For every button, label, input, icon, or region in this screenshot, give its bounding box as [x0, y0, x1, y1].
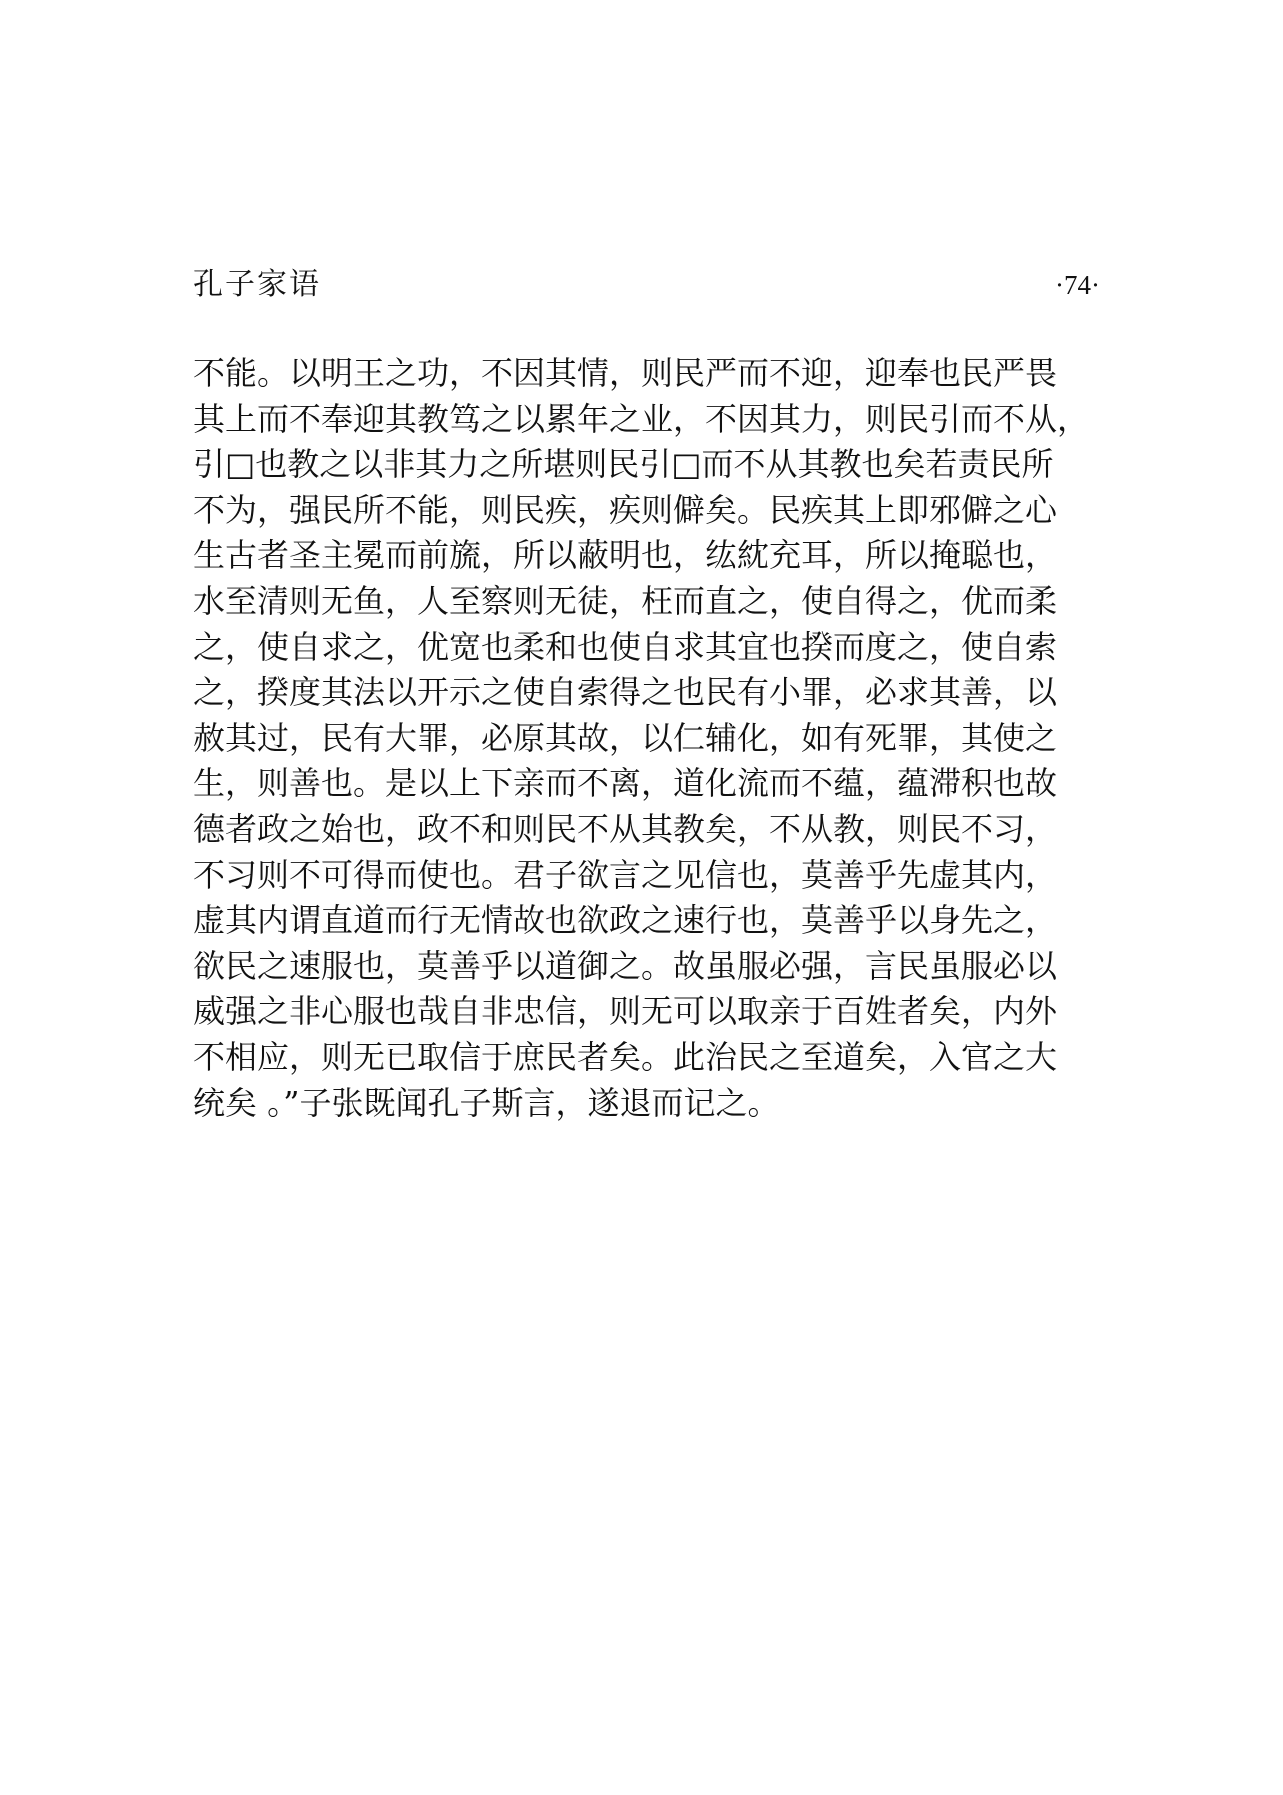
text-line: 威强之非心服也哉自非忠信，则无可以取亲于百姓者矣，内外 [193, 992, 1058, 1031]
text-line: 德者政之始也，政不和则民不从其教矣，不从教，则民不习， [193, 809, 1058, 848]
page-header [193, 265, 1100, 305]
body-text [193, 351, 1113, 1126]
text-line: 不为，强民所不能，则民疾，疾则僻矣。民疾其上即邪僻之心 [193, 490, 1058, 529]
text-line: 赦其过，民有大罪，必原其故，以仁辅化，如有死罪，其使之 [193, 718, 1058, 757]
text-line: 不能。以明王之功，不因其情，则民严而不迎，迎奉也民严畏 [193, 354, 1058, 392]
text-line: 欲民之速服也，莫善乎以道御之。故虽服必强，言民虽服必以 [193, 946, 1058, 985]
text-line: 不习则不可得而使也。君子欲言之见信也，莫善乎先虚其内， [193, 855, 1058, 894]
text-line: 虚其内谓直道而行无情故也欲政之速行也，莫善乎以身先之， [193, 901, 1058, 940]
page-number: ·74· [1055, 270, 1100, 300]
text-line: 水至清则无鱼，人至察则无徒，枉而直之，使自得之，优而柔 [193, 581, 1058, 620]
text-line: 生，则善也。是以上下亲而不离，道化流而不蕴，蕴滞积也故 [193, 764, 1058, 803]
text-line: 之，揆度其法以开示之使自索得之也民有小罪，必求其善，以 [193, 673, 1058, 712]
text-line: 不相应，则无已取信于庶民者矣。此治民之至道矣，入官之大 [193, 1037, 1058, 1076]
text-line: 其上而不奉迎其教笃之以累年之业，不因其力，则民引而不从， [193, 399, 1090, 438]
text-line: 引□也教之以非其力之所堪则民引□而不从其教也矣若责民所 [193, 445, 1054, 484]
text-line: 统矣 。”子张既闻孔子斯言，遂退而记之。 [193, 1083, 780, 1122]
book-title: 孔子家语 [193, 267, 321, 302]
text-line: 之，使自求之，优宽也柔和也使自求其宜也揆而度之，使自索 [193, 627, 1058, 666]
text-line: 生古者圣主冕而前旒，所以蔽明也，纮紞充耳，所以掩聪也， [193, 536, 1058, 575]
